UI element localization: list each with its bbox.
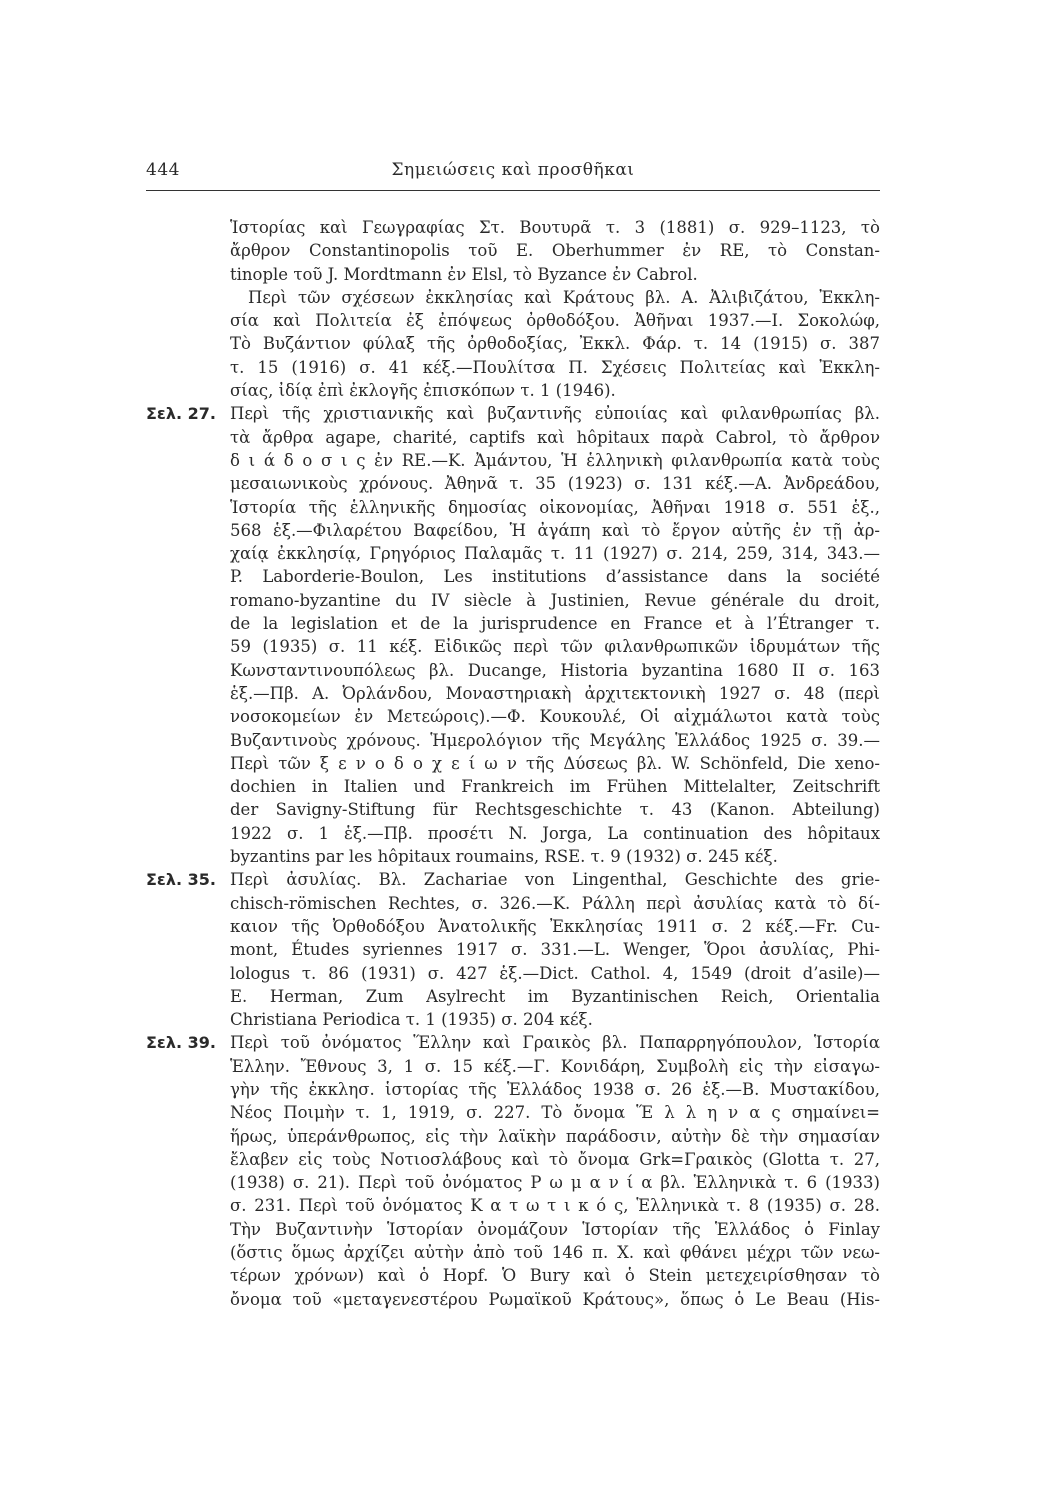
- text-line: [146, 565, 880, 588]
- text-line: [146, 1241, 880, 1264]
- line-text: Περὶ τῶν σχέσεων ἐκκλησίας καὶ Κράτους βλ. Α. Ἀλιβιζάτου, Ἐκκλη-: [248, 287, 880, 307]
- line-text: chisch-römischen Rechtes, σ. 326.—Κ. Ράλλη περὶ ἀσυλίας κατὰ τὸ δί-: [230, 893, 880, 913]
- line-text: σ. 231. Περὶ τοῦ ὀνόματος Κ α τ ω τ ι κ ό ς, Ἑλληνικὰ τ. 8 (1935) σ. 28.: [230, 1196, 880, 1216]
- text-line: [146, 402, 880, 425]
- text-line: [146, 472, 880, 495]
- text-line: [146, 1194, 880, 1217]
- text-line: [146, 496, 880, 519]
- line-text: Περὶ ἀσυλίας. Βλ. Zachariae von Lingenthal, Geschichte des grie-: [230, 870, 880, 890]
- text-line: [146, 845, 880, 868]
- line-text: τ. 15 (1916) σ. 41 κέξ.—Πουλίτσα Π. Σχέσεις Πολιτείας καὶ Ἐκκλη-: [230, 357, 880, 377]
- text-line: [146, 1078, 880, 1101]
- line-text: γὴν τῆς ἐκκλησ. ἱστορίας τῆς Ἑλλάδος 1938 σ. 26 ἑξ.—Β. Μυστακίδου,: [230, 1079, 880, 1099]
- line-text: (ὅστις ὅμως ἀρχίζει αὐτὴν ἀπὸ τοῦ 146 π. Χ. καὶ φθάνει μέχρι τῶν νεω-: [230, 1243, 880, 1263]
- line-text: 1922 σ. 1 ἑξ.—Πβ. προσέτι N. Jorga, La continuation des hôpitaux: [230, 823, 880, 843]
- text-line: [146, 1055, 880, 1078]
- line-text: Περὶ τῆς χριστιανικῆς καὶ βυζαντινῆς εὐποιίας καὶ φιλανθρωπίας βλ.: [230, 404, 880, 424]
- line-text: σία καὶ Πολιτεία ἐξ ἐπόψεως ὀρθοδόξου. Ἀθῆναι 1937.—Ι. Σοκολώφ,: [230, 311, 880, 331]
- line-text: byzantins par les hôpitaux roumains, RSE. τ. 9 (1932) σ. 245 κέξ.: [230, 847, 778, 867]
- line-text: χαίᾳ ἐκκλησίᾳ, Γρηγόριος Παλαμᾶς τ. 11 (1927) σ. 214, 259, 314, 343.—: [230, 544, 880, 564]
- line-text: E. Herman, Zum Asylrecht im Byzantinischen Reich, Orientalia: [230, 986, 880, 1006]
- text-line: [146, 1218, 880, 1241]
- line-text: romano-byzantine du IV siècle à Justinien, Revue générale du droit,: [230, 590, 880, 610]
- line-text: der Savigny-Stiftung für Rechtsgeschichte τ. 43 (Kanon. Abteilung): [230, 800, 880, 820]
- text-line: [146, 659, 880, 682]
- text-line: [146, 356, 880, 379]
- text-line: [146, 589, 880, 612]
- running-title: Σημειώσεις καὶ προσθῆκαι: [391, 160, 635, 180]
- text-line: [146, 309, 880, 332]
- text-line: [146, 449, 880, 472]
- text-line: [146, 752, 880, 775]
- line-text: lologus τ. 86 (1931) σ. 427 ἑξ.—Dict. Cathol. 4, 1549 (droit d’asile)—: [230, 963, 880, 983]
- text-line: [146, 1101, 880, 1124]
- line-text: δ ι ά δ ο σ ι ς ἐν RE.—Κ. Ἀμάντου, Ἡ ἑλληνικὴ φιλανθρωπία κατὰ τοὺς: [230, 450, 880, 470]
- text-line: [146, 519, 880, 542]
- text-line: [146, 798, 880, 821]
- line-text: de la legislation et de la jurisprudence en France et à l’Étranger τ.: [230, 614, 880, 634]
- line-text: 59 (1935) σ. 11 κέξ. Εἰδικῶς περὶ τῶν φιλανθρωπικῶν ἱδρυμάτων τῆς: [230, 637, 880, 657]
- text-line: [146, 332, 880, 355]
- text-line: [146, 1288, 880, 1311]
- line-text: Περὶ τοῦ ὀνόματος Ἕλλην καὶ Γραικὸς βλ. Παπαρρηγόπουλον, Ἱστορία: [230, 1033, 880, 1053]
- line-text: Κωνσταντινουπόλεως βλ. Ducange, Historia byzantina 1680 II σ. 163: [230, 660, 880, 680]
- line-text: (1938) σ. 21). Περὶ τοῦ ὀνόματος Ρ ω μ α ν ί α βλ. Ἑλληνικὰ τ. 6 (1933): [230, 1173, 880, 1193]
- text-line: [146, 286, 880, 309]
- page-number: 444: [146, 160, 180, 180]
- line-text: Τὴν Βυζαντινὴν Ἱστορίαν ὀνομάζουν Ἱστορίαν τῆς Ἑλλάδος ὁ Finlay: [230, 1219, 880, 1239]
- text-line: [146, 426, 880, 449]
- line-text: τέρων χρόνων) καὶ ὁ Hopf. Ὁ Bury καὶ ὁ Stein μετεχειρίσθησαν τὸ: [230, 1266, 880, 1286]
- line-text: Ἑλλην. Ἔθνους 3, 1 σ. 15 κέξ.—Γ. Κονιδάρη, Συμβολὴ εἰς τὴν εἰσαγω-: [230, 1056, 880, 1076]
- text-line: [146, 868, 880, 891]
- line-text: Τὸ Βυζάντιον φύλαξ τῆς ὀρθοδοξίας, Ἐκκλ. Φάρ. τ. 14 (1915) σ. 387: [230, 334, 880, 354]
- text-line: [146, 612, 880, 635]
- text-line: [146, 1125, 880, 1148]
- text-line: [146, 985, 880, 1008]
- text-line: [146, 775, 880, 798]
- line-text: tinople τοῦ J. Mordtmann ἐν Elsl, τὸ Byzance ἐν Cabrol.: [230, 264, 698, 284]
- line-text: σίας, ἰδίᾳ ἐπὶ ἐκλογῆς ἐπισκόπων τ. 1 (1946).: [230, 381, 616, 401]
- notes-body: [146, 216, 880, 1311]
- text-line: [146, 822, 880, 845]
- text-line: [146, 705, 880, 728]
- text-line: [146, 1148, 880, 1171]
- text-line: [146, 1264, 880, 1287]
- text-line: [146, 542, 880, 565]
- text-line: [146, 892, 880, 915]
- line-text: Περὶ τῶν ξ ε ν ο δ ο χ ε ί ω ν τῆς Δύσεως βλ. W. Schönfeld, Die xeno-: [230, 753, 880, 773]
- text-line: [146, 1171, 880, 1194]
- text-line: [146, 915, 880, 938]
- text-line: [146, 379, 880, 402]
- line-text: dochien in Italien und Frankreich im Frühen Mittelalter, Zeitschrift: [230, 777, 880, 797]
- text-line: [146, 239, 880, 262]
- text-line: [146, 635, 880, 658]
- line-text: Christiana Periodica τ. 1 (1935) σ. 204 κέξ.: [230, 1010, 593, 1030]
- section-page-ref: Σελ. 27.: [146, 404, 216, 424]
- text-line: [146, 729, 880, 752]
- line-text: καιον τῆς Ὀρθοδόξου Ἀνατολικῆς Ἐκκλησίας 1911 σ. 2 κέξ.—Fr. Cu-: [230, 916, 880, 936]
- section-page-ref: Σελ. 39.: [146, 1033, 216, 1053]
- line-text: Ἱστορία τῆς ἑλληνικῆς δημοσίας οἰκονομίας, Ἀθῆναι 1918 σ. 551 ἑξ.,: [230, 497, 880, 517]
- line-text: Νέος Ποιμὴν τ. 1, 1919, σ. 227. Τὸ ὄνομα Ἕ λ λ η ν α ς σημαίνει=: [230, 1103, 880, 1123]
- line-text: P. Laborderie-Boulon, Les institutions d’assistance dans la société: [230, 567, 880, 587]
- line-text: ἄρθρον Constantinopolis τοῦ E. Oberhummer ἐν RE, τὸ Constan-: [230, 241, 880, 261]
- text-line: [146, 1031, 880, 1054]
- line-text: νοσοκομείων ἐν Μετεώροις).—Φ. Κουκουλέ, Οἱ αἰχμάλωτοι κατὰ τοὺς: [230, 707, 880, 727]
- text-line: [146, 938, 880, 961]
- line-text: Ἱστορίας καὶ Γεωγραφίας Στ. Βουτυρᾶ τ. 3 (1881) σ. 929–1123, τὸ: [230, 218, 880, 237]
- running-head: [146, 160, 880, 191]
- line-text: ἑξ.—Πβ. Α. Ὀρλάνδου, Μοναστηριακὴ ἀρχιτεκτονικὴ 1927 σ. 48 (περὶ: [230, 683, 880, 703]
- line-text: ἔλαβεν εἰς τοὺς Νοτιοσλάβους καὶ τὸ ὄνομα Grk=Γραικὸς (Glotta τ. 27,: [230, 1149, 880, 1169]
- line-text: τὰ ἄρθρα agape, charité, captifs καὶ hôpitaux παρὰ Cabrol, τὸ ἄρθρον: [230, 427, 880, 447]
- line-text: 568 ἑξ.—Φιλαρέτου Βαφείδου, Ἡ ἀγάπη καὶ τὸ ἔργον αὐτῆς ἐν τῇ ἀρ-: [230, 520, 880, 540]
- line-text: mont, Études syriennes 1917 σ. 331.—L. Wenger, Ὅροι ἀσυλίας, Phi-: [230, 940, 880, 960]
- line-text: Βυζαντινοὺς χρόνους. Ἡμερολόγιον τῆς Μεγάλης Ἑλλάδος 1925 σ. 39.—: [230, 730, 880, 750]
- text-line: [146, 1008, 880, 1031]
- section-page-ref: Σελ. 35.: [146, 870, 216, 890]
- text-line: [146, 216, 880, 239]
- line-text: ἥρως, ὑπεράνθρωπος, εἰς τὴν λαϊκὴν παράδοσιν, αὐτὴν δὲ τὴν σημασίαν: [230, 1126, 880, 1146]
- text-line: [146, 962, 880, 985]
- text-line: [146, 682, 880, 705]
- text-line: [146, 263, 880, 286]
- line-text: μεσαιωνικοὺς χρόνους. Ἀθηνᾶ τ. 35 (1923) σ. 131 κέξ.—Α. Ἀνδρεάδου,: [230, 474, 880, 494]
- line-text: ὄνομα τοῦ «μεταγενεστέρου Ρωμαϊκοῦ Κράτους», ὅπως ὁ Le Beau (His-: [230, 1289, 880, 1309]
